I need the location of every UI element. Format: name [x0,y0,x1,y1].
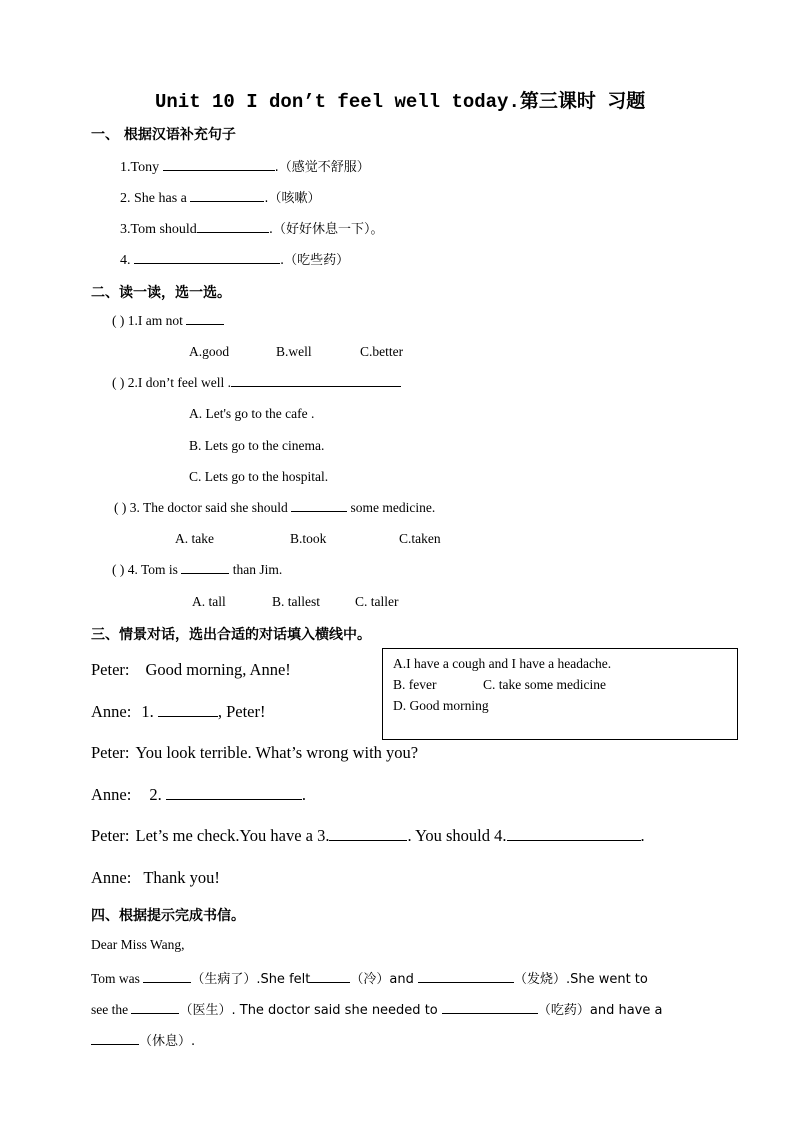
speaker: Anne: [91,785,132,804]
s2-q2-option-b: B. Lets go to the cinema. [189,438,325,453]
s1-blank-3[interactable] [197,231,269,233]
dialog-blank-3[interactable] [329,839,407,841]
dialog-text: Thank you! [143,868,220,887]
speaker: Peter: [91,743,130,762]
letter-text: （生病了）.She felt [191,972,311,987]
letter-line-2 [91,999,662,1018]
speaker: Peter: [91,660,130,679]
s2-q2-text: 2.I don’t feel well . [127,375,231,390]
section-2-heading: 二、读一读，选一选。 [91,285,231,301]
letter-text: （医生）. The doctor said she needed to [179,1003,442,1018]
dialog-line-1 [91,660,291,680]
s2-question-4 [112,562,282,578]
letter-blank-4[interactable] [131,1012,179,1014]
choice-b: B. fever [393,677,437,692]
s2-question-3 [114,500,435,516]
dialog-blank-4[interactable] [507,839,641,841]
answer-paren[interactable]: ( ) [112,375,125,390]
dialog-line-3 [91,743,418,763]
letter-blank-6[interactable] [91,1043,139,1045]
s2-q1-blank[interactable] [186,323,224,325]
letter-text: （吃药）and have a [537,1003,663,1018]
s1-item-4-hint: .（吃些药） [280,253,350,268]
s2-question-2 [112,375,401,391]
speaker: Anne: [91,868,132,887]
s1-item-2-hint: .（咳嗽） [264,191,321,206]
s1-blank-1[interactable] [163,169,275,171]
letter-text: （冷）and [350,972,418,987]
s2-q4-option-c: C. taller [355,594,399,609]
letter-line-3 [91,1030,195,1049]
s1-item-3 [120,218,383,238]
letter-line-1 [91,968,648,987]
dialog-text: . [301,785,306,804]
s2-question-1 [112,313,224,329]
s1-item-2 [120,187,321,207]
choice-a: A.I have a cough and I have a headache. [393,656,612,671]
answer-paren[interactable]: ( ) [112,562,125,577]
choice-box [382,648,738,740]
s2-q4-blank[interactable] [181,572,229,574]
s2-q4-tail: than Jim. [229,562,283,577]
dialog-text: . You should 4. [407,826,507,845]
speaker: Anne: [91,702,132,721]
letter-text: （休息）. [139,1034,196,1049]
dialog-text: Let’s me check.You have a 3. [135,826,330,845]
dialog-text: You look terrible. What’s wrong with you? [135,743,419,762]
dialog-blank-1[interactable] [158,715,218,717]
s1-item-3-prefix: 3.Tom should [120,222,197,237]
dialog-line-6 [91,868,220,888]
dialog-line-5 [91,826,645,846]
s1-blank-2[interactable] [190,200,264,202]
s2-q4-option-b: B. tallest [272,594,320,609]
choice-c: C. take some medicine [483,677,606,692]
letter-blank-1[interactable] [143,981,191,983]
s1-item-1-prefix: 1.Tony [120,160,163,175]
dialog-text: . [640,826,645,845]
choice-d: D. Good morning [393,698,489,713]
dialog-number: 1. [141,702,158,721]
section-1-heading: 一、 根据汉语补充句子 [91,127,236,143]
s2-q3-option-a: A. take [175,531,214,546]
s2-q1-option-c: C.better [360,344,404,359]
section-4-heading: 四、根据提示完成书信。 [91,908,245,924]
speaker: Peter: [91,826,130,845]
s2-q2-option-a: A. Let's go to the cafe . [189,406,315,421]
s1-item-2-prefix: 2. She has a [120,191,191,206]
s1-item-3-hint: .（好好休息一下）。 [268,222,384,237]
s2-q1-option-a: A.good [189,344,230,359]
s2-q1-text: 1.I am not [127,313,187,328]
letter-text: see the [91,1002,132,1017]
s2-q4-option-a: A. tall [192,594,226,609]
s1-item-1 [120,156,370,176]
page-title: Unit 10 I don’t feel well today.第三课时 习题 [155,91,646,113]
s2-q4-text: 4. Tom is [127,562,182,577]
letter-text: Tom was [91,971,144,986]
letter-text: （发烧）.She went to [513,972,648,987]
s2-q3-option-c: C.taken [399,531,441,546]
s1-item-4-prefix: 4. [120,253,134,268]
dialog-number: 2. [149,785,166,804]
s1-item-4 [120,249,349,269]
letter-blank-2[interactable] [310,981,350,983]
dialog-blank-2[interactable] [166,798,302,800]
letter-greeting: Dear Miss Wang, [91,937,185,952]
s1-blank-4[interactable] [134,262,280,264]
answer-paren[interactable]: ( ) [114,500,127,515]
s1-item-1-hint: .（感觉不舒服） [274,160,370,175]
s2-q1-option-b: B.well [276,344,312,359]
s2-q2-option-c: C. Lets go to the hospital. [189,469,329,484]
letter-blank-3[interactable] [418,981,514,983]
s2-q3-text: 3. The doctor said she should [129,500,292,515]
dialog-line-4 [91,785,306,805]
letter-blank-5[interactable] [442,1012,538,1014]
dialog-text: , Peter! [217,702,266,721]
answer-paren[interactable]: ( ) [112,313,125,328]
dialog-text: Good morning, Anne! [145,660,291,679]
s2-q3-tail: some medicine. [347,500,436,515]
dialog-line-2 [91,702,265,722]
s2-q3-blank[interactable] [291,510,347,512]
section-3-heading: 三、情景对话，选出合适的对话填入横线中。 [91,627,371,643]
s2-q2-blank[interactable] [231,385,401,387]
s2-q3-option-b: B.took [290,531,327,546]
